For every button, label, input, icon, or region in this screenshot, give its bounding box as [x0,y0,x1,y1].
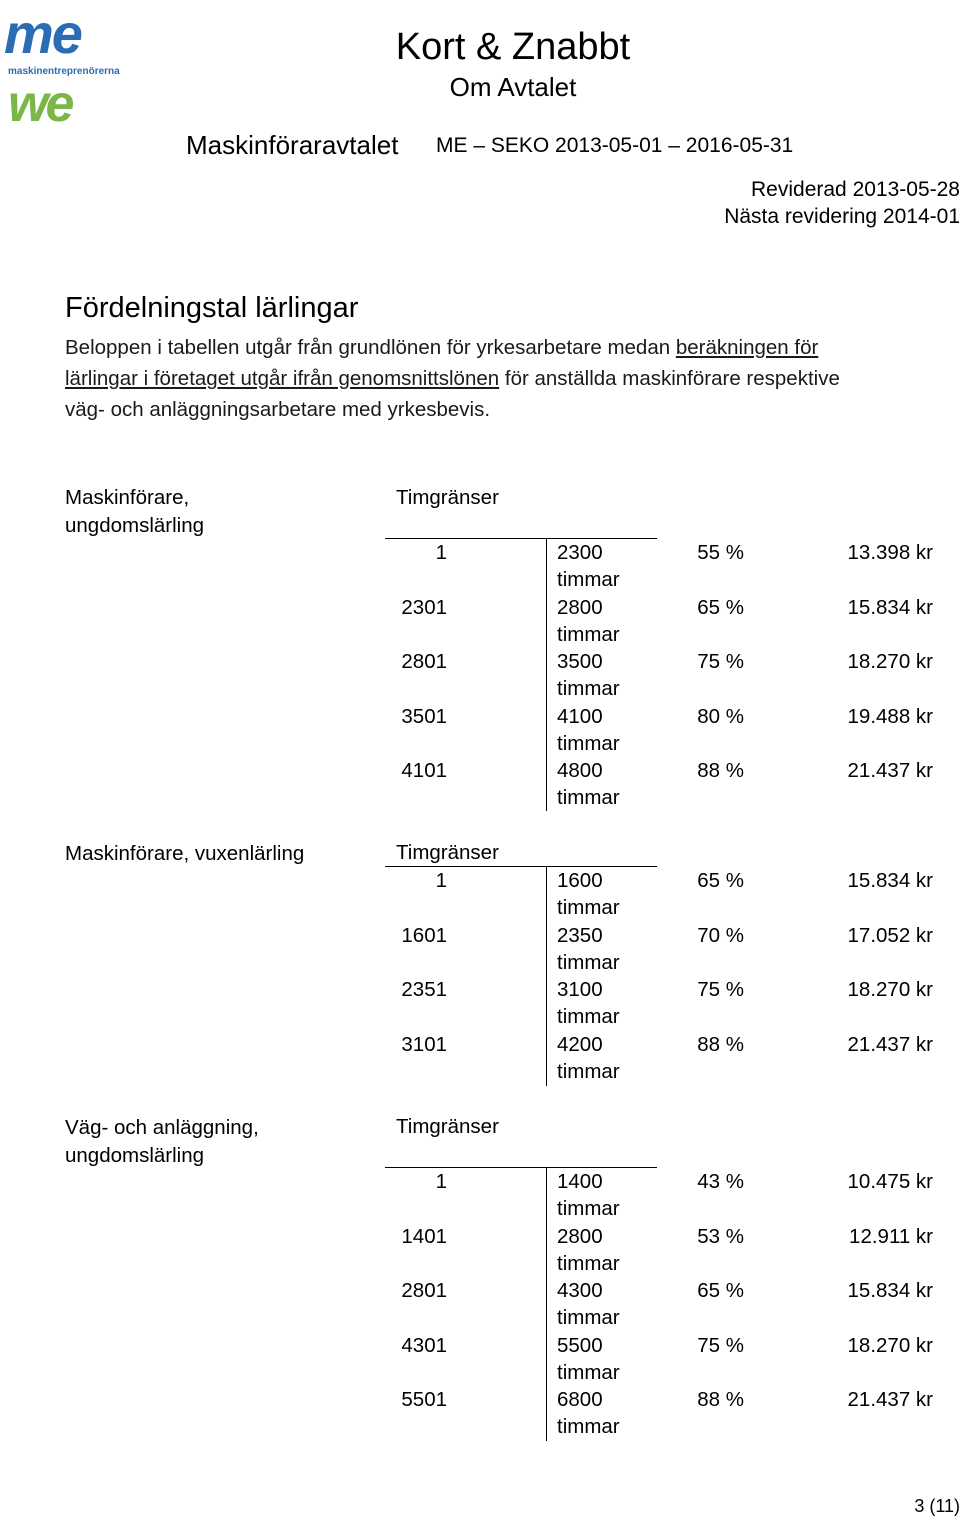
table-header: Timgränser [396,841,499,864]
percent-value: 80 % [697,704,744,728]
table-row [0,705,960,760]
hours-to: 1600 [557,869,603,892]
percent-value: 75 % [697,978,744,1001]
hours-to: 4100 [557,704,603,728]
table-label-line: ungdomslärling [65,514,205,537]
table-row [0,1334,960,1389]
hours-from: 1 [435,869,447,892]
header-divider [385,866,657,867]
table-row [0,650,960,705]
hours-unit: timmar [557,950,620,974]
table-row [0,869,960,924]
hours-to: 2300 [557,541,603,564]
hours-unit: timmar [557,1415,620,1438]
paragraph-line-2 [65,363,960,394]
amount-value: 13.398 kr [847,541,933,564]
amount-value: 21.437 kr [847,1388,933,1411]
amount-value: 15.834 kr [847,1279,933,1302]
document-title: Kort & Znabbt [395,26,631,68]
percent-value: 88 % [697,1032,744,1056]
hours-to: 2800 [557,1224,603,1248]
table-row [0,1279,960,1334]
percent-value: 65 % [697,595,744,619]
percent-value: 88 % [697,759,744,782]
amount-value: 19.488 kr [847,704,933,728]
table-row [0,759,960,814]
table-row [0,541,960,596]
logo-we-text: we [8,75,72,133]
percent-value: 75 % [697,650,744,673]
hours-from: 3101 [401,1032,447,1056]
table-header: Timgränser [396,1115,499,1138]
table-label-line: Väg- och anläggning, [65,1116,259,1139]
table-header: Timgränser [396,486,499,509]
hours-to: 4200 [557,1032,603,1056]
hours-unit: timmar [557,1197,620,1220]
underlined-text: lärlingar i företaget utgår ifrån genomsnittslönen [65,367,500,390]
table-row [0,1170,960,1225]
paragraph-line-3: väg- och anläggningsarbetare med yrkesbevis. [65,398,491,421]
table-label-ungdom-maskin [65,484,204,540]
paragraph-line-1 [65,332,960,363]
percent-value: 75 % [697,1333,744,1357]
percent-value: 65 % [697,1279,744,1302]
table-label-line: Maskinförare, vuxenlärling [65,842,305,865]
section-title: Fördelningstal lärlingar [65,292,359,324]
next-revision-date: Nästa revidering 2014-01 [724,205,960,228]
percent-value: 65 % [697,869,744,892]
amount-value: 10.475 kr [847,1170,933,1193]
hours-from: 1601 [401,923,447,947]
hours-from: 1 [435,541,447,564]
hours-unit: timmar [557,1360,620,1384]
hours-unit: timmar [557,1306,620,1329]
hours-from: 2801 [401,650,447,673]
hours-to: 2800 [557,595,603,619]
page-number: 3 (11) [914,1496,960,1516]
logo-subtext: maskinentreprenörerna [8,66,120,77]
table-row [0,1388,960,1443]
header-divider [385,1167,657,1168]
table-row [0,978,960,1033]
table-label-line: Maskinförare, [65,486,190,509]
amount-value: 21.437 kr [847,1032,933,1056]
amount-value: 18.270 kr [847,978,933,1001]
hours-to: 3500 [557,650,603,673]
hours-unit: timmar [557,1251,620,1275]
underlined-text: beräkningen för [675,336,819,359]
hours-from: 3501 [401,704,447,728]
hours-to: 5500 [557,1333,603,1357]
table-label-line: ungdomslärling [65,1144,205,1167]
revised-date: Reviderad 2013-05-28 [751,178,960,201]
table-row [0,596,960,651]
hours-unit: timmar [557,677,620,700]
table-row [0,1225,960,1280]
percent-value: 43 % [697,1170,744,1193]
table-label-ungdom-vag [65,1114,259,1170]
hours-from: 2801 [401,1279,447,1302]
logo-me-text: me [4,2,81,65]
document-subtitle: Om Avtalet [449,72,577,102]
table-row [0,924,960,979]
hours-to: 3100 [557,978,603,1001]
table-row [0,1033,960,1088]
amount-value: 17.052 kr [847,923,933,947]
section-paragraph [65,332,960,425]
amount-value: 12.911 kr [849,1224,933,1248]
hours-from: 4101 [401,759,447,782]
agreement-code: ME – SEKO 2013-05-01 – 2016-05-31 [436,134,794,157]
amount-value: 21.437 kr [847,759,933,782]
hours-unit: timmar [557,896,620,919]
hours-from: 1 [435,1170,447,1193]
table-label-vuxen-maskin [65,840,304,868]
hours-unit: timmar [557,622,620,646]
percent-value: 53 % [697,1224,744,1248]
amount-value: 15.834 kr [847,595,933,619]
hours-to: 4800 [557,759,603,782]
hours-unit: timmar [557,568,620,591]
hours-unit: timmar [557,731,620,755]
hours-to: 4300 [557,1279,603,1302]
hours-to: 2350 [557,923,603,947]
amount-value: 15.834 kr [847,869,933,892]
amount-value: 18.270 kr [847,650,933,673]
hours-from: 2351 [401,978,447,1001]
hours-from: 2301 [401,595,447,619]
hours-unit: timmar [557,786,620,809]
percent-value: 70 % [697,923,744,947]
header-divider [385,538,657,539]
hours-from: 1401 [401,1224,447,1248]
paragraph-text: Beloppen i tabellen utgår från grundlönen för yrkesarbetare medan [65,336,676,359]
paragraph-text: för anställda maskinförare respektive [499,367,840,390]
percent-value: 88 % [697,1388,744,1411]
hours-from: 5501 [401,1388,447,1411]
hours-to: 1400 [557,1170,603,1193]
hours-unit: timmar [557,1005,620,1028]
amount-value: 18.270 kr [847,1333,933,1357]
agreement-name: Maskinföraravtalet [186,130,399,160]
hours-from: 4301 [401,1333,447,1357]
percent-value: 55 % [697,541,744,564]
hours-unit: timmar [557,1059,620,1083]
hours-to: 6800 [557,1388,603,1411]
